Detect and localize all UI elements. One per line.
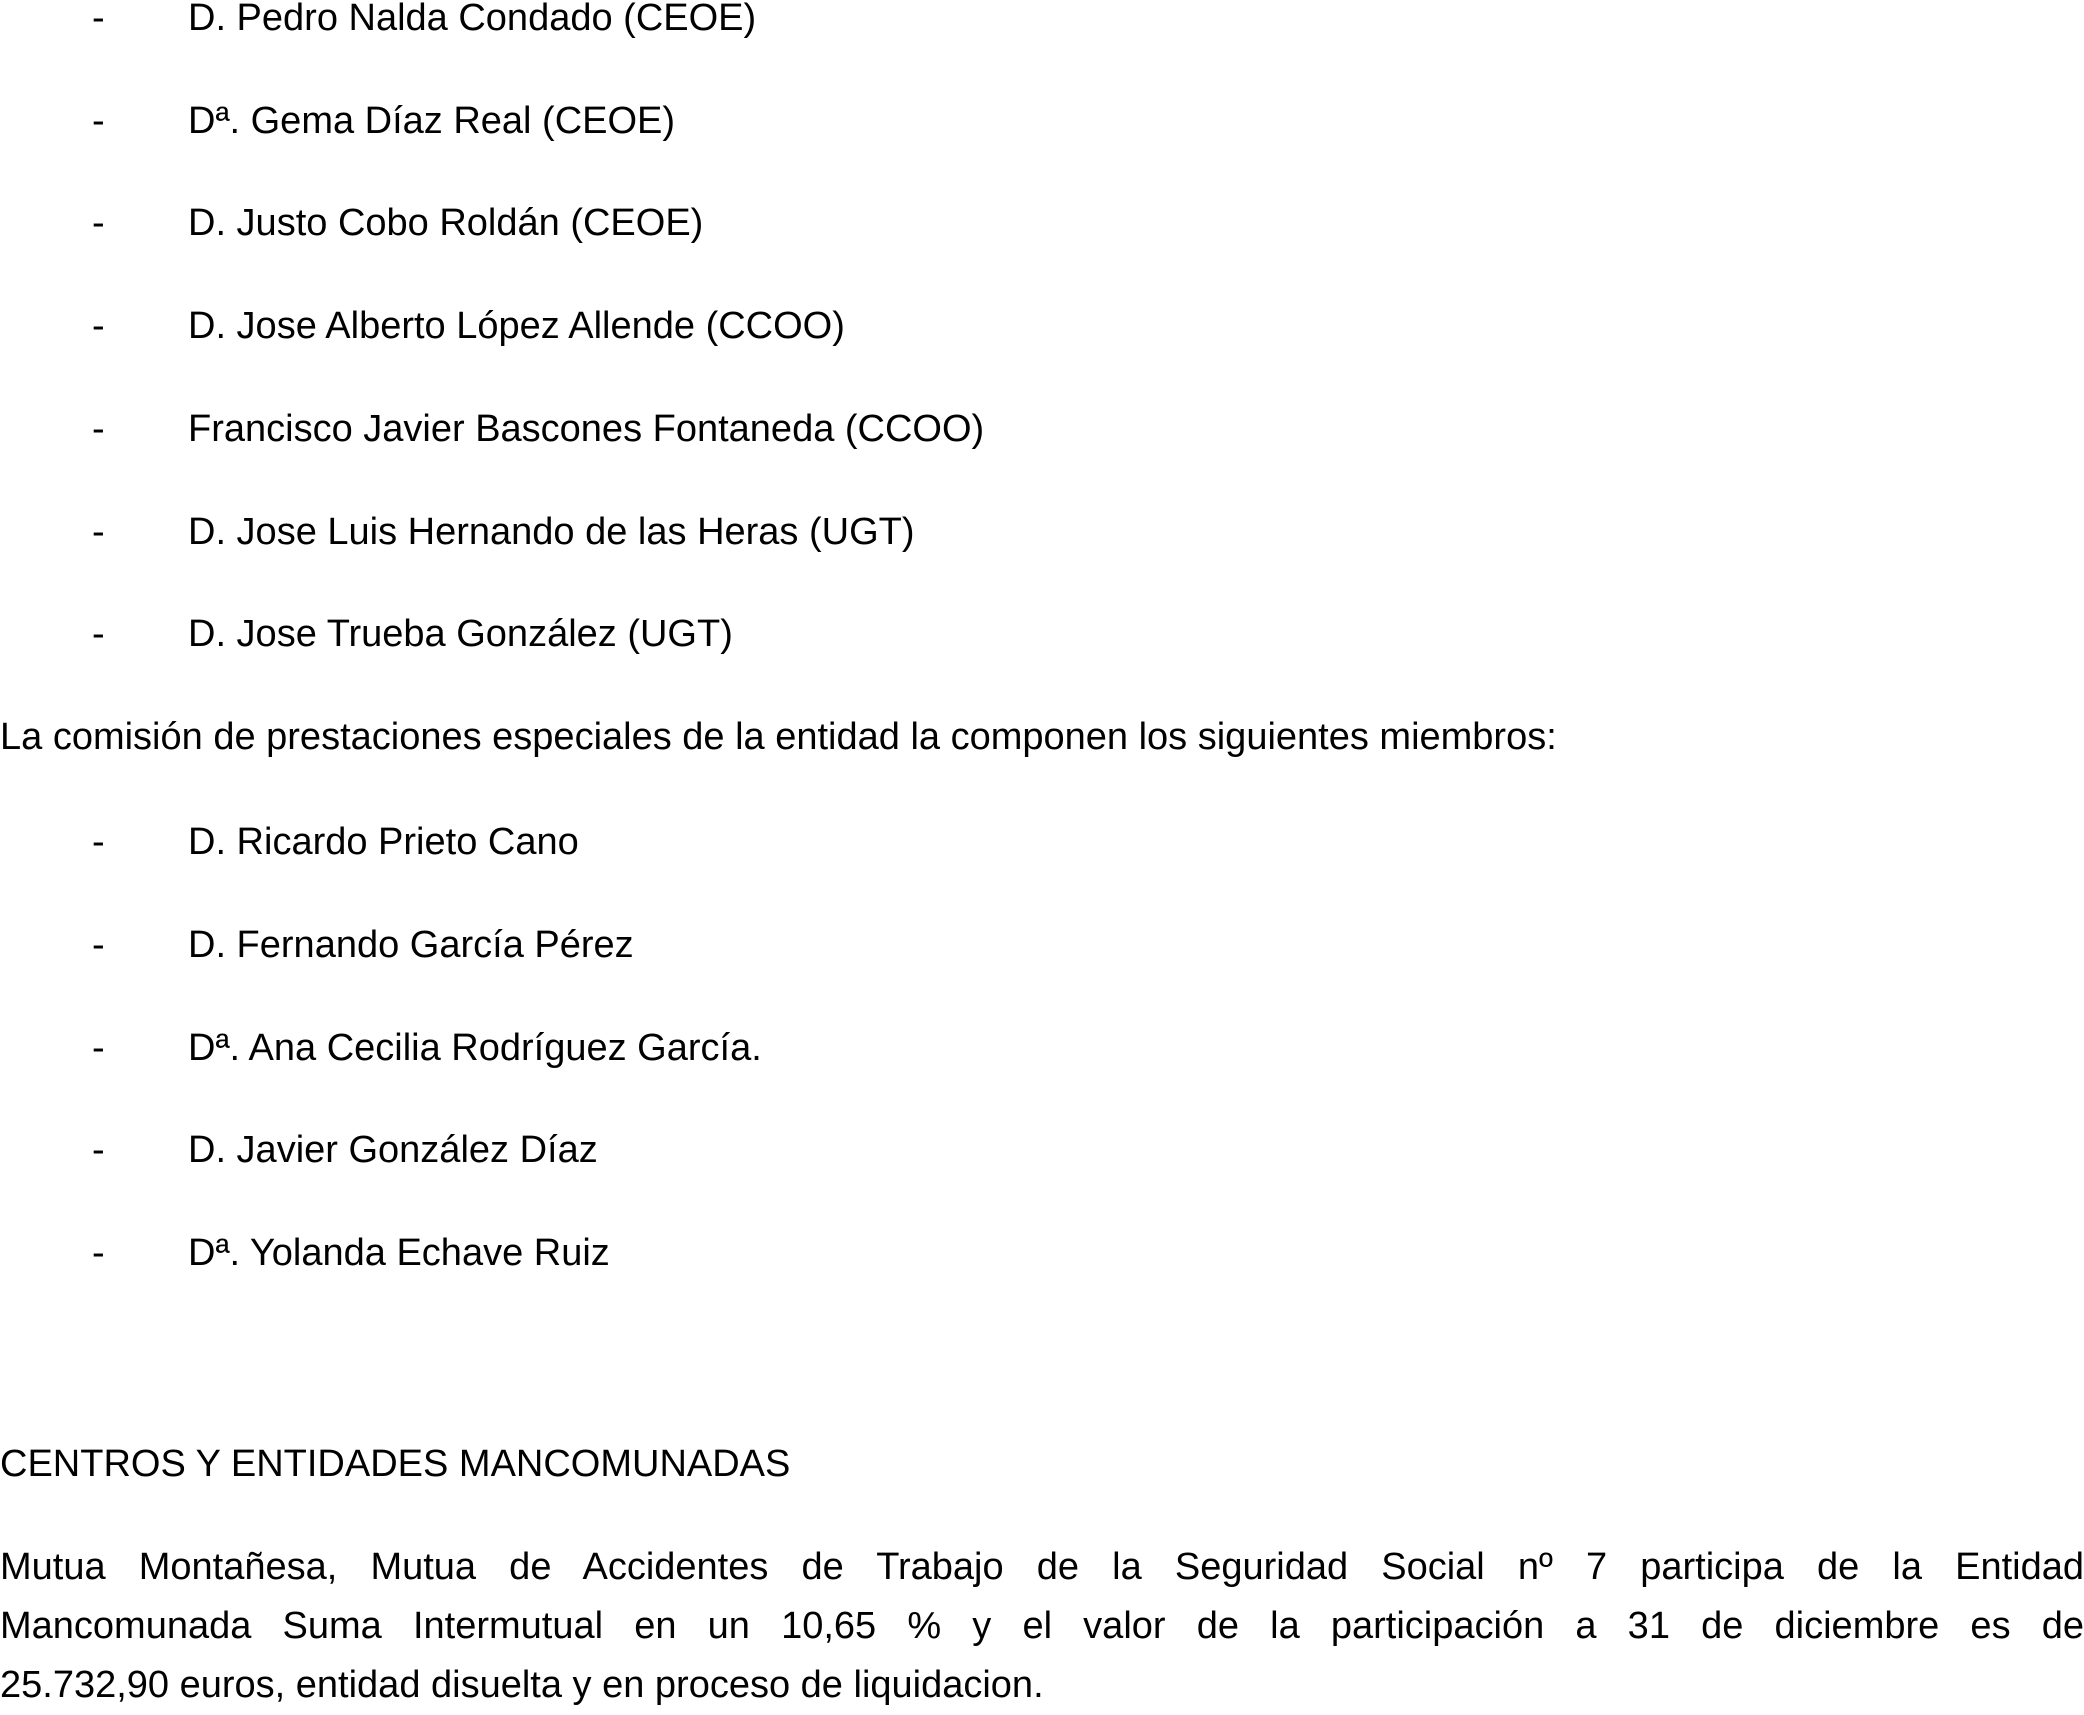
section-heading: CENTROS Y ENTIDADES MANCOMUNADAS <box>0 1443 791 1485</box>
member-name: D. Ricardo Prieto Cano <box>188 821 579 863</box>
list-dash: - <box>92 100 105 142</box>
member-name: D. Pedro Nalda Condado (CEOE) <box>188 0 757 39</box>
list-dash: - <box>92 924 105 966</box>
member-name: Dª. Ana Cecilia Rodríguez García. <box>188 1027 762 1069</box>
member-name: D. Javier González Díaz <box>188 1129 598 1171</box>
list-item <box>0 1223 1600 1283</box>
list-dash: - <box>92 305 105 347</box>
list-item <box>0 1120 1600 1180</box>
list-dash: - <box>92 821 105 863</box>
list-item <box>0 812 1600 872</box>
commission-intro: La comisión de prestaciones especiales de la entidad la componen los siguientes miembros: <box>0 716 1557 758</box>
list-dash: - <box>92 202 105 244</box>
member-name: Dª. Yolanda Echave Ruiz <box>188 1232 610 1274</box>
paragraph-line: 25.732,90 euros, entidad disuelta y en proceso de liquidacion. <box>0 1664 1044 1706</box>
member-name: D. Justo Cobo Roldán (CEOE) <box>188 202 704 244</box>
list-item <box>0 399 1600 459</box>
list-item <box>0 91 1600 151</box>
list-dash: - <box>92 1129 105 1171</box>
paragraph-line: Mutua Montañesa, Mutua de Accidentes de Trabajo de la Seguridad Social nº 7 participa de la Entidad <box>0 1546 2084 1588</box>
list-dash: - <box>92 1232 105 1274</box>
member-name: D. Jose Luis Hernando de las Heras (UGT) <box>188 511 915 553</box>
list-item <box>0 1018 1600 1078</box>
list-dash: - <box>92 613 105 655</box>
list-item <box>0 193 1600 253</box>
list-dash: - <box>92 0 105 39</box>
list-dash: - <box>92 511 105 553</box>
member-name: D. Jose Trueba González (UGT) <box>188 613 733 655</box>
member-name: D. Jose Alberto López Allende (CCOO) <box>188 305 845 347</box>
paragraph-line: Mancomunada Suma Intermutual en un 10,65 % y el valor de la participación a 31 de diciembre es de <box>0 1605 2084 1647</box>
member-name: Dª. Gema Díaz Real (CEOE) <box>188 100 676 142</box>
list-dash: - <box>92 1027 105 1069</box>
final-paragraph <box>0 1538 2084 1715</box>
list-item <box>0 604 1600 664</box>
list-item <box>0 296 1600 356</box>
list-dash: - <box>92 408 105 450</box>
member-name: D. Fernando García Pérez <box>188 924 634 966</box>
list-item <box>0 0 1600 48</box>
list-item <box>0 915 1600 975</box>
member-name: Francisco Javier Bascones Fontaneda (CCOO) <box>188 408 985 450</box>
list-item <box>0 502 1600 562</box>
